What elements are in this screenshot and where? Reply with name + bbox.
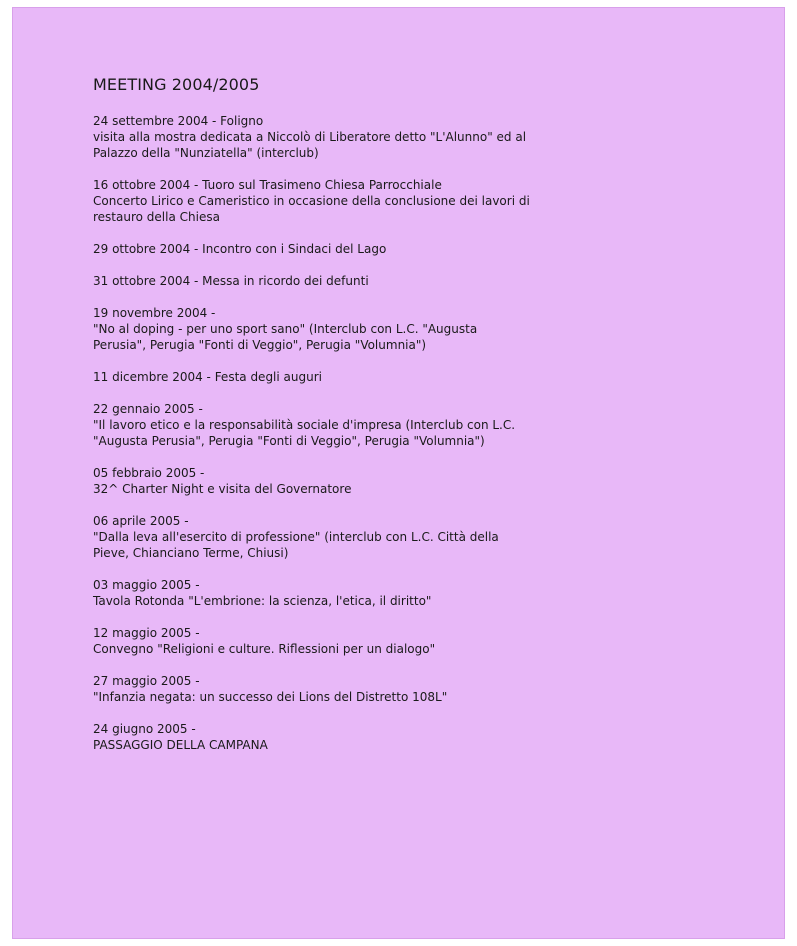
event-item — [93, 273, 593, 289]
event-item — [93, 513, 593, 561]
event-date-heading: 05 febbraio 2005 - — [93, 466, 205, 480]
event-description-line: "No al doping - per uno sport sano" (Interclub con L.C. "Augusta — [93, 322, 478, 336]
meeting-list-content — [93, 74, 593, 769]
event-description-line: "Augusta Perusia", Perugia "Fonti di Veggio", Perugia "Volumnia") — [93, 434, 485, 448]
event-date-heading: 03 maggio 2005 - — [93, 578, 200, 592]
event-date-heading: 16 ottobre 2004 - Tuoro sul Trasimeno Chiesa Parrocchiale — [93, 178, 442, 192]
event-description-line: "Dalla leva all'esercito di professione" (interclub con L.C. Città della — [93, 530, 499, 544]
event-description-line: Palazzo della "Nunziatella" (interclub) — [93, 146, 319, 160]
event-item — [93, 369, 593, 385]
event-item — [93, 177, 593, 225]
event-date-heading: 27 maggio 2005 - — [93, 674, 200, 688]
event-date-heading: 11 dicembre 2004 - Festa degli auguri — [93, 370, 322, 384]
event-date-heading: 22 gennaio 2005 - — [93, 402, 203, 416]
event-date-heading: 12 maggio 2005 - — [93, 626, 200, 640]
event-item — [93, 305, 593, 353]
event-description-line: PASSAGGIO DELLA CAMPANA — [93, 738, 268, 752]
event-date-heading: 24 settembre 2004 - Foligno — [93, 114, 264, 128]
event-item — [93, 673, 593, 705]
event-description-line: visita alla mostra dedicata a Niccolò di Liberatore detto "L'Alunno" ed al — [93, 130, 527, 144]
event-item — [93, 401, 593, 449]
event-description-line: Pieve, Chianciano Terme, Chiusi) — [93, 546, 289, 560]
event-date-heading: 24 giugno 2005 - — [93, 722, 196, 736]
event-description-line: Convegno "Religioni e culture. Riflessioni per un dialogo" — [93, 642, 436, 656]
event-date-heading: 29 ottobre 2004 - Incontro con i Sindaci del Lago — [93, 242, 387, 256]
event-description-line: Concerto Lirico e Cameristico in occasione della conclusione dei lavori di — [93, 194, 530, 208]
event-description-line: "Infanzia negata: un successo dei Lions del Distretto 108L" — [93, 690, 448, 704]
event-item — [93, 721, 593, 753]
event-date-heading: 31 ottobre 2004 - Messa in ricordo dei defunti — [93, 274, 369, 288]
event-item — [93, 625, 593, 657]
event-description-line: 32^ Charter Night e visita del Governatore — [93, 482, 352, 496]
event-date-heading: 06 aprile 2005 - — [93, 514, 189, 528]
event-item — [93, 577, 593, 609]
event-item — [93, 241, 593, 257]
event-item — [93, 465, 593, 497]
event-date-heading: 19 novembre 2004 - — [93, 306, 216, 320]
event-description-line: Perusia", Perugia "Fonti di Veggio", Perugia "Volumnia") — [93, 338, 427, 352]
event-description-line: "Il lavoro etico e la responsabilità sociale d'impresa (Interclub con L.C. — [93, 418, 516, 432]
event-description-line: restauro della Chiesa — [93, 210, 220, 224]
event-item — [93, 113, 593, 161]
page-title: MEETING 2004/2005 — [93, 75, 260, 94]
content-panel — [12, 7, 785, 939]
event-description-line: Tavola Rotonda "L'embrione: la scienza, l'etica, il diritto" — [93, 594, 432, 608]
event-list — [93, 113, 593, 753]
